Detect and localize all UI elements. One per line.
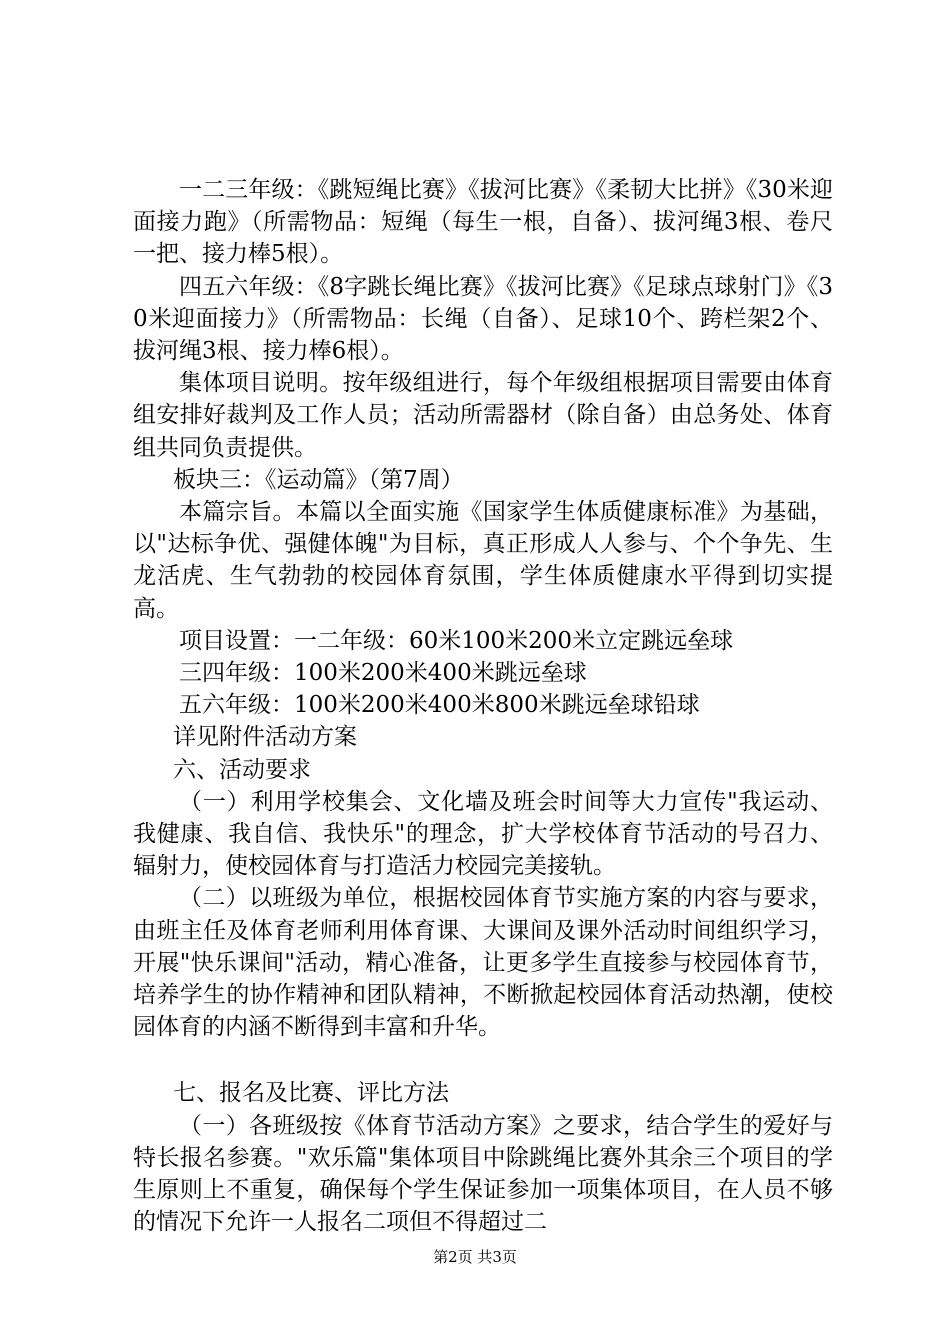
paragraph-group-items-note: 集体项目说明。按年级组进行，每个年级组根据项目需要由体育组安排好裁判及工作人员；活动所需器材（除自备）由总务处、体育组共同负责提供。	[133, 370, 833, 461]
paragraph-grades-4-6: 四五六年级：《8字跳长绳比赛》《拔河比赛》《足球点球射门》《30米迎面接力》（所需物品：长绳（自备）、足球10个、跨栏架2个、拔河绳3根、接力棒6根）。	[133, 273, 833, 365]
paragraph-events-grades-5-6: 五六年级：100米200米400米800米跳远垒球铅球	[179, 692, 700, 719]
paragraph-registration-1: （一）各班级按《体育节活动方案》之要求，结合学生的爱好与特长报名参赛。"欢乐篇"集体项目中除跳绳比赛外其余三个项目的学生原则上不重复，确保每个学生保证参加一项集体项目，在人员不够的情况下允许一人报名二项但不得超过二	[133, 1112, 833, 1236]
section-heading-requirements: 六、活动要求	[173, 756, 311, 783]
paragraph-purpose: 本篇宗旨。本篇以全面实施《国家学生体质健康标准》为基础，以"达标争优、强健体魄"为目标，真正形成人人参与、个个争先、生龙活虎、生气勃勃的校园体育氛围，学生体质健康水平得到切实提高。	[133, 499, 833, 622]
document-body	[133, 174, 833, 1239]
paragraph-grades-1-3: 一二三年级：《跳短绳比赛》《拔河比赛》《柔韧大比拼》《30米迎面接力跑》（所需物品：短绳（每生一根，自备）、拔河绳3根、卷尺一把、接力棒5根）。	[133, 177, 833, 268]
paragraph-requirement-2: （二）以班级为单位，根据校园体育节实施方案的内容与要求，由班主任及体育老师利用体育课、大课间及课外活动时间组织学习，开展"快乐课间"活动，精心准备，让更多学生直接参与校园体育节，培养学生的协作精神和团队精神，不断掀起校园体育活动热潮，使校园体育的内涵不断得到丰富和升华。	[133, 885, 833, 1041]
section-heading-registration: 七、报名及比赛、评比方法	[173, 1080, 449, 1107]
paragraph-spacer	[133, 1043, 833, 1077]
section-heading-module-three: 板块三：《运动篇》（第7周）	[173, 466, 464, 493]
paragraph-requirement-1: （一）利用学校集会、文化墙及班会时间等大力宣传"我运动、我健康、我自信、我快乐"的理念，扩大学校体育节活动的号召力、辐射力，使校园体育与打造活力校园完美接轨。	[133, 788, 833, 880]
page-footer: 第2页 共3页	[433, 1248, 517, 1266]
paragraph-events-grades-1-2: 项目设置：一二年级：60米100米200米立定跳远垒球	[179, 627, 734, 654]
paragraph-events-grades-3-4: 三四年级：100米200米400米跳远垒球	[179, 660, 587, 687]
paragraph-see-attachment: 详见附件活动方案	[173, 724, 357, 751]
